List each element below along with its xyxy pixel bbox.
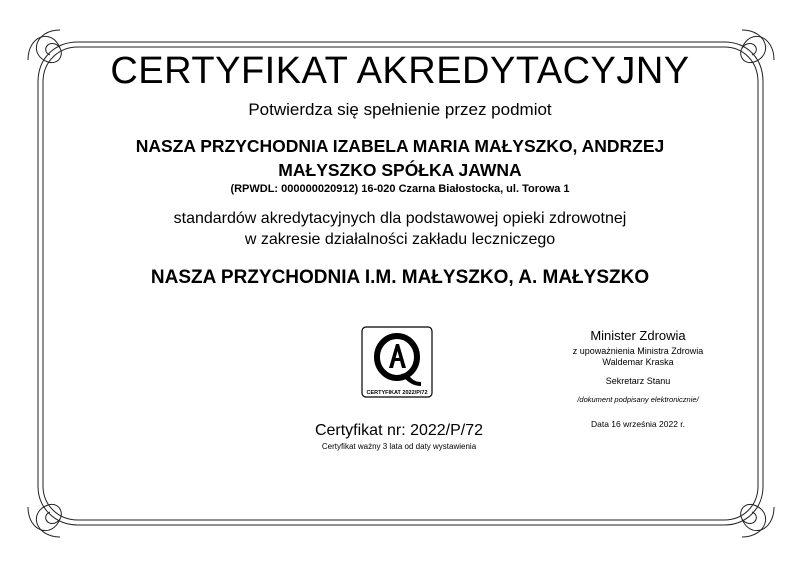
certificate-subtitle: Potwierdza się spełnienie przez podmiot (248, 100, 552, 119)
electronic-signature-note: /dokument podpisany elektronicznie/ (577, 395, 699, 404)
signatory-name: Waldemar Kraska (602, 357, 674, 367)
entity-name-line1: NASZA PRZYCHODNIA IZABELA MARIA MAŁYSZKO, ANDRZEJ (135, 136, 665, 156)
entity-name-line2: MAŁYSZKO SPÓŁKA JAWNA (278, 160, 522, 180)
standards-line2: w zakresie działalności zakładu leczniczego (244, 231, 556, 248)
signatory-title: Minister Zdrowia (590, 328, 686, 343)
corner-flourish-bottom-right (724, 486, 774, 537)
entity-address: (RPWDL: 000000020912) 16-020 Czarna Białostocka, ul. Torowa 1 (230, 183, 570, 195)
signatory-authorization: z upoważnienia Ministra Zdrowia (572, 346, 704, 356)
certificate-validity: Certyfikat ważny 3 lata od daty wystawienia (321, 442, 477, 451)
facility-name: NASZA PRZYCHODNIA I.M. MAŁYSZKO, A. MAŁYSZKO (150, 267, 650, 288)
certificate-title: CERTYFIKAT AKREDYTACYJNY (110, 50, 690, 92)
standards-line1: standardów akredytacyjnych dla podstawowej opieki zdrowotnej (173, 210, 627, 227)
issue-date: Data 16 września 2022 r. (590, 419, 686, 429)
quality-certificate-logo (361, 326, 433, 398)
certificate-number: Certyfikat nr: 2022/P/72 (314, 422, 484, 439)
signatory-role: Sekretarz Stanu (605, 376, 671, 386)
corner-flourish-bottom-left (28, 486, 78, 537)
logo-label: CERTYFIKAT 2022/P/72 (366, 390, 428, 396)
